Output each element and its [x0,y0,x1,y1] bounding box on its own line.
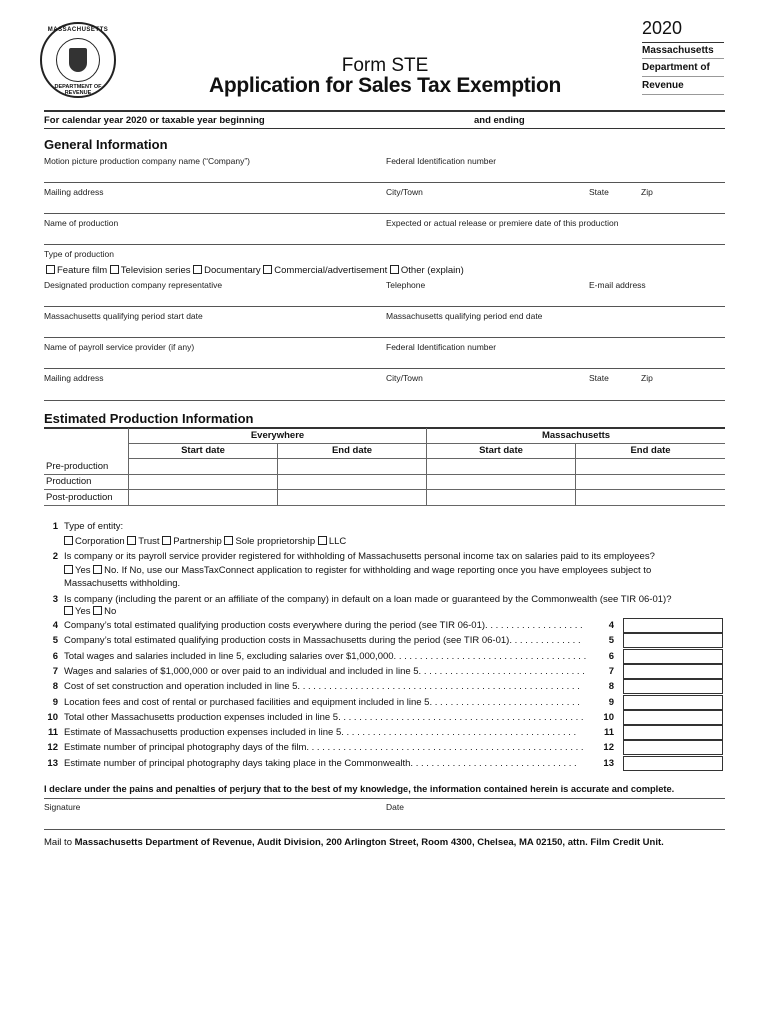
signature-label: Signature [44,802,81,812]
line-text: Estimate number of principal photography days taking place in the Commonwealth. . . . . . . . . . . . . . . . . . . . . . . . . . . . . . . . [64,757,577,769]
line-number: 8 [52,681,58,693]
seal-shield-icon [69,48,87,72]
row-label: Production [44,474,129,490]
date-cell[interactable] [129,490,278,506]
production-dates-table [44,428,725,506]
commercial-checkbox[interactable] [263,265,272,274]
line-1-number: 1 [52,521,58,532]
everywhere-start-header: Start date [129,443,278,459]
massachusetts-seal [40,22,116,98]
amount-input-box[interactable] [623,664,723,679]
line-box-number: 7 [608,665,614,677]
line-number: 11 [47,727,58,739]
line-box-number: 9 [608,696,614,708]
line-2-options [64,565,651,576]
production-type-options [46,265,464,276]
dept-line-3: Revenue [642,80,684,91]
documentary-label: Documentary [204,265,261,276]
date-cell[interactable] [129,474,278,490]
production-name-label: Name of production [44,218,119,228]
line-2-text: Is company or its payroll service provider registered for withholding of Massachusetts personal income tax on salaries paid to its employees? [64,551,655,562]
line-number: 5 [52,635,58,647]
tv-series-label: Television series [120,265,191,276]
commercial-label: Commercial/advertisement [274,265,388,276]
row-label: Post-production [44,490,129,506]
period-end-label: and ending [474,115,525,126]
mail-prefix: Mail to [44,837,75,848]
tv-series-checkbox[interactable] [110,265,119,274]
city2-label: City/Town [386,373,423,383]
amount-input-box[interactable] [623,618,723,633]
date-label: Date [386,802,404,812]
city-label: City/Town [386,187,423,197]
massachusetts-header: Massachusetts [427,428,726,443]
line-3-number: 3 [52,594,58,605]
declaration-text: I declare under the pains and penalties of perjury that to the best of my knowledge, the information contained herein is accurate and complete. [44,784,675,794]
amount-input-box[interactable] [623,649,723,664]
line-2-number: 2 [52,551,58,562]
state-label: State [589,187,609,197]
date-cell[interactable] [427,459,576,475]
date-cell[interactable] [576,474,726,490]
line-box-number: 11 [603,727,614,739]
ma-end-header: End date [576,443,726,459]
line-1-text: Type of entity: [64,521,124,532]
fein2-label: Federal Identification number [386,342,497,352]
mailing-address2-label: Mailing address [44,373,104,383]
line-3-no-checkbox[interactable] [93,606,102,615]
amount-input-box[interactable] [623,710,723,725]
line-box-number: 13 [603,757,614,769]
rep-label: Designated production company representative [44,280,223,290]
sole-prop-label: Sole proprietorship [235,536,316,547]
mail-address: Massachusetts Department of Revenue, Audit Division, 200 Arlington Street, Room 4300, Chelsea, MA 02150, attn. Film Credit Unit. [74,837,664,848]
payroll-provider-label: Name of payroll service provider (if any) [44,342,195,352]
llc-label: LLC [328,536,347,547]
line-box-number: 6 [608,650,614,662]
amount-input-box[interactable] [623,725,723,740]
line-number: 9 [52,696,58,708]
line-2-yes-label: Yes [75,565,91,576]
line-number: 10 [47,711,58,723]
period-start-label: Massachusetts qualifying period start date [44,311,203,321]
line-text: Location fees and cost of rental or purchased facilities and equipment included in line 5. . . . . . . . . . . . . . . . . . . . . . . . . . . . . [64,696,580,708]
line-box-number: 12 [603,742,614,754]
trust-checkbox[interactable] [127,536,136,545]
line-number: 13 [47,757,58,769]
line-text: Wages and salaries of $1,000,000 or over paid to an individual and included in line 5. . . . . . . . . . . . . . . . . . . . . . . . . . . . . . . . [64,665,585,677]
form-year: 2020 [642,18,683,38]
line-box-number: 10 [603,711,614,723]
period-begin-label: For calendar year 2020 or taxable year beginning [44,115,265,126]
line-number: 7 [52,665,58,677]
fein-label: Federal Identification number [386,156,497,166]
dept-line-2: Department of [642,62,710,73]
date-cell[interactable] [427,490,576,506]
feature-film-checkbox[interactable] [46,265,55,274]
line-box-number: 8 [608,681,614,693]
line-text: Total other Massachusetts production expenses included in line 5. . . . . . . . . . . . . . . . . . . . . . . . . . . . . . . . . . . . . . . . . . . . . . . [64,711,584,723]
date-cell[interactable] [576,490,726,506]
sole-prop-checkbox[interactable] [224,536,233,545]
date-cell[interactable] [129,459,278,475]
documentary-checkbox[interactable] [193,265,202,274]
everywhere-header: Everywhere [129,428,427,443]
line-2-no-label: No. If No, use our MassTaxConnect application to register for withholding and wage reporting once you have employees subject to [104,565,652,576]
feature-film-label: Feature film [57,265,108,276]
date-cell[interactable] [278,474,427,490]
seal-bottom-text: DEPARTMENT OF REVENUE [54,84,102,96]
date-cell[interactable] [278,490,427,506]
amount-input-box[interactable] [623,756,723,771]
table-row [44,490,725,506]
line-3-no-label: No [104,606,117,617]
date-cell[interactable] [278,459,427,475]
production-type-label: Type of production [44,249,114,259]
zip-label: Zip [641,187,653,197]
table-row [44,459,725,475]
llc-checkbox[interactable] [318,536,327,545]
general-info-heading: General Information [44,137,168,152]
partnership-label: Partnership [173,536,222,547]
trust-label: Trust [138,536,160,547]
corporation-checkbox[interactable] [64,536,73,545]
amount-input-box[interactable] [623,695,723,710]
zip2-label: Zip [641,373,653,383]
mailing-instructions [44,837,664,848]
state2-label: State [589,373,609,383]
line-3-options [64,606,116,617]
line-2-continuation: Massachusetts withholding. [64,578,181,589]
line-3-yes-checkbox[interactable] [64,606,73,615]
ma-start-header: Start date [427,443,576,459]
seal-top-text: MASSACHUSETTS [47,27,109,33]
email-label: E-mail address [589,280,646,290]
company-name-label: Motion picture production company name (“Company”) [44,156,250,166]
line-text: Company’s total estimated qualifying production costs in Massachusetts during the period (see TIR 06-01). . . . . . . . . . . . . . [64,635,581,647]
line-3-text: Is company (including the parent or an affiliate of the company) in default on a loan made or guaranteed by the Commonwealth (see TIR 06-01)? [64,594,672,605]
line-number: 12 [47,742,58,754]
line-2-no-checkbox[interactable] [93,565,102,574]
line-box-number: 5 [608,635,614,647]
line-text: Total wages and salaries included in line 5, excluding salaries over $1,000,000. . . . . . . . . . . . . . . . . . . . . . . . . . . . . . . . . . . . . [64,650,587,662]
everywhere-end-header: End date [278,443,427,459]
partnership-checkbox[interactable] [162,536,171,545]
amount-input-box[interactable] [623,633,723,648]
line-number: 6 [52,650,58,662]
date-cell[interactable] [427,474,576,490]
other-checkbox[interactable] [390,265,399,274]
line-box-number: 4 [608,620,614,631]
period-end-label: Massachusetts qualifying period end date [386,311,543,321]
line-3-yes-label: Yes [75,606,91,617]
line-text: Estimate of Massachusetts production expenses included in line 5. . . . . . . . . . . . . . . . . . . . . . . . . . . . . . . . . . . . . . . . . . . . . [64,727,577,739]
line-2-yes-checkbox[interactable] [64,565,73,574]
estimated-production-heading: Estimated Production Information [44,411,254,426]
line-text: Estimate number of principal photography days of the film. . . . . . . . . . . . . . . . . . . . . . . . . . . . . . . . . . . . . . . . . . . . . . . . . . . . . [64,742,584,754]
row-label: Pre-production [44,459,129,475]
table-row [44,474,725,490]
amount-input-box[interactable] [623,740,723,755]
release-date-label: Expected or actual release or premiere date of this production [386,218,619,228]
telephone-label: Telephone [386,280,426,290]
form-subtitle: Application for Sales Tax Exemption [208,74,562,97]
amount-input-box[interactable] [623,679,723,694]
entity-type-options [64,536,346,547]
corporation-label: Corporation [75,536,125,547]
other-label: Other (explain) [400,265,464,276]
mailing-address-label: Mailing address [44,187,104,197]
line-text: Company’s total estimated qualifying production costs everywhere during the period (see TIR 06-01). . . . . . . . . . . . . . . . . . . [64,620,583,631]
line-number: 4 [52,620,58,631]
line-text: Cost of set construction and operation included in line 5. . . . . . . . . . . . . . . . . . . . . . . . . . . . . . . . . . . . . . . . . . . . . . . . . . . . . . [64,681,580,693]
dept-line-1: Massachusetts [642,45,714,56]
date-cell[interactable] [576,459,726,475]
form-title: Form STE [341,55,429,76]
